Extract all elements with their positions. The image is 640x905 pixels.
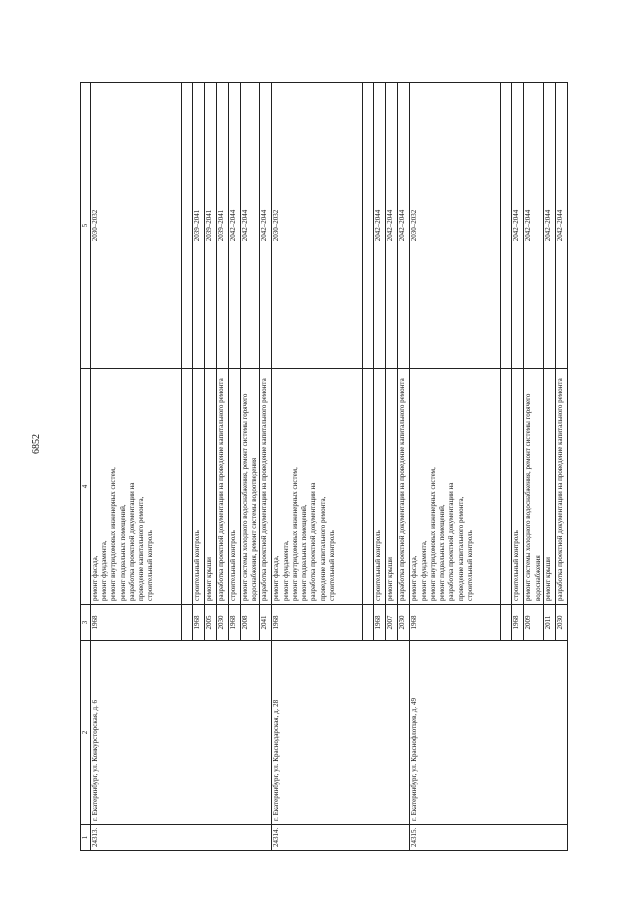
work-line: ремонт фундамента, — [419, 540, 428, 601]
period-cell: 2039–2041 — [193, 83, 205, 369]
period-cell: 2042–2044 — [260, 83, 272, 369]
work-cell: разработка проектной документации на проведение капитального ремонта — [555, 369, 567, 605]
entry-number: 24313. — [91, 825, 272, 851]
work-cell: ремонт крыши — [205, 369, 217, 605]
work-line: ремонт подвальных помещений, — [438, 504, 447, 601]
work-cell — [272, 369, 363, 605]
work-cell: ремонт крыши — [386, 369, 398, 605]
year-cell: 1968 — [272, 605, 363, 641]
work-line: проведение капитального ремонта, — [318, 496, 327, 601]
period-cell: 2042–2044 — [386, 83, 398, 369]
work-cell: ремонт крыши — [543, 369, 555, 605]
period-cell: 2042–2044 — [512, 83, 524, 369]
rotated-table-frame — [80, 83, 600, 851]
work-line: строительный контроль — [327, 530, 336, 601]
work-cell — [410, 369, 501, 605]
period-cell: 2042–2044 — [398, 83, 410, 369]
work-line: строительный контроль — [465, 530, 474, 601]
work-line: ремонт фасада, — [272, 555, 281, 601]
work-cell: строительный контроль — [193, 369, 205, 605]
work-line: строительный контроль — [146, 530, 155, 601]
table-row — [272, 83, 363, 851]
table-row — [410, 83, 501, 851]
work-cell: строительный контроль — [374, 369, 386, 605]
col-header-4: 4 — [81, 369, 91, 605]
year-cell: 2005 — [205, 605, 217, 641]
period-cell: 2042–2044 — [374, 83, 386, 369]
entry-address: г. Екатеринбург, ул. Краснодарская, д. 28 — [272, 641, 410, 825]
work-line: ремонт внутридомовых инженерных систем, — [290, 467, 299, 601]
period-cell: 2039–2041 — [217, 83, 229, 369]
work-line: ремонт фундамента, — [281, 540, 290, 601]
work-line: проведение капитального ремонта, — [137, 496, 146, 601]
work-cell — [91, 369, 182, 605]
year-cell: 2030 — [398, 605, 410, 641]
header-row — [81, 83, 91, 851]
work-line: ремонт фундамента, — [100, 540, 109, 601]
work-cell: разработка проектной документации на проведение капитального ремонта — [398, 369, 410, 605]
entry-address: г. Екатеринбург, ул. Краснофлотцев, д. 49 — [410, 641, 567, 825]
period-cell: 2042–2044 — [229, 83, 241, 369]
work-line: разработка проектной документации на — [127, 482, 136, 601]
work-line: ремонт фасада, — [91, 555, 99, 601]
work-line: ремонт подвальных помещений, — [118, 504, 127, 601]
year-cell: 2007 — [386, 605, 398, 641]
work-line: ремонт внутридомовых инженерных систем, — [428, 467, 437, 601]
period-cell: 2042–2044 — [524, 83, 543, 369]
year-cell: 1968 — [410, 605, 501, 641]
work-line: ремонт фасада, — [410, 555, 419, 601]
year-cell: 2030 — [555, 605, 567, 641]
repair-schedule-table — [80, 82, 568, 851]
page-number: 6852 — [31, 434, 42, 454]
col-header-3: 3 — [81, 605, 91, 641]
period-cell: 2030–2032 — [272, 83, 363, 369]
work-cell: строительный контроль — [229, 369, 241, 605]
entry-number: 24315. — [410, 825, 567, 851]
entry-address: г. Екатеринбург, ул. Конкурсторская, д. 6 — [91, 641, 272, 825]
work-line: проведение капитального ремонта, — [456, 496, 465, 601]
work-cell: разработка проектной документации на проведение капитального ремонта — [260, 369, 272, 605]
work-line: разработка проектной документации на — [447, 482, 456, 601]
period-cell: 2030–2032 — [410, 83, 501, 369]
work-cell: строительный контроль — [512, 369, 524, 605]
year-cell: 2041 — [260, 605, 272, 641]
year-cell: 2009 — [524, 605, 543, 641]
table-row — [91, 83, 182, 851]
year-cell: 1968 — [374, 605, 386, 641]
col-header-1: 1 — [81, 825, 91, 851]
work-line: ремонт подвальных помещений, — [300, 504, 309, 601]
year-cell: 2011 — [543, 605, 555, 641]
work-cell: ремонт системы холодного водоснабжения, ремонт системы горячего водоснабжения — [524, 369, 543, 605]
table-container — [80, 83, 600, 851]
period-cell: 2042–2044 — [241, 83, 260, 369]
col-header-5: 5 — [81, 83, 91, 369]
year-cell: 2008 — [241, 605, 260, 641]
year-cell: 1968 — [91, 605, 182, 641]
work-line: ремонт внутридомовых инженерных систем, — [109, 467, 118, 601]
year-cell: 1968 — [512, 605, 524, 641]
year-cell: 1968 — [229, 605, 241, 641]
work-cell: разработка проектной документации на проведение капитального ремонта — [217, 369, 229, 605]
period-cell: 2042–2044 — [543, 83, 555, 369]
year-cell: 2030 — [217, 605, 229, 641]
period-cell: 2039–2041 — [205, 83, 217, 369]
col-header-2: 2 — [81, 641, 91, 825]
entry-number: 24314. — [272, 825, 410, 851]
year-cell: 1968 — [193, 605, 205, 641]
work-line: разработка проектной документации на — [309, 482, 318, 601]
work-cell: ремонт системы холодного водоснабжения, ремонт системы горячего водоснабжения, ремонт системы водоотведения — [241, 369, 260, 605]
period-cell: 2030–2032 — [91, 83, 182, 369]
period-cell: 2042–2044 — [555, 83, 567, 369]
